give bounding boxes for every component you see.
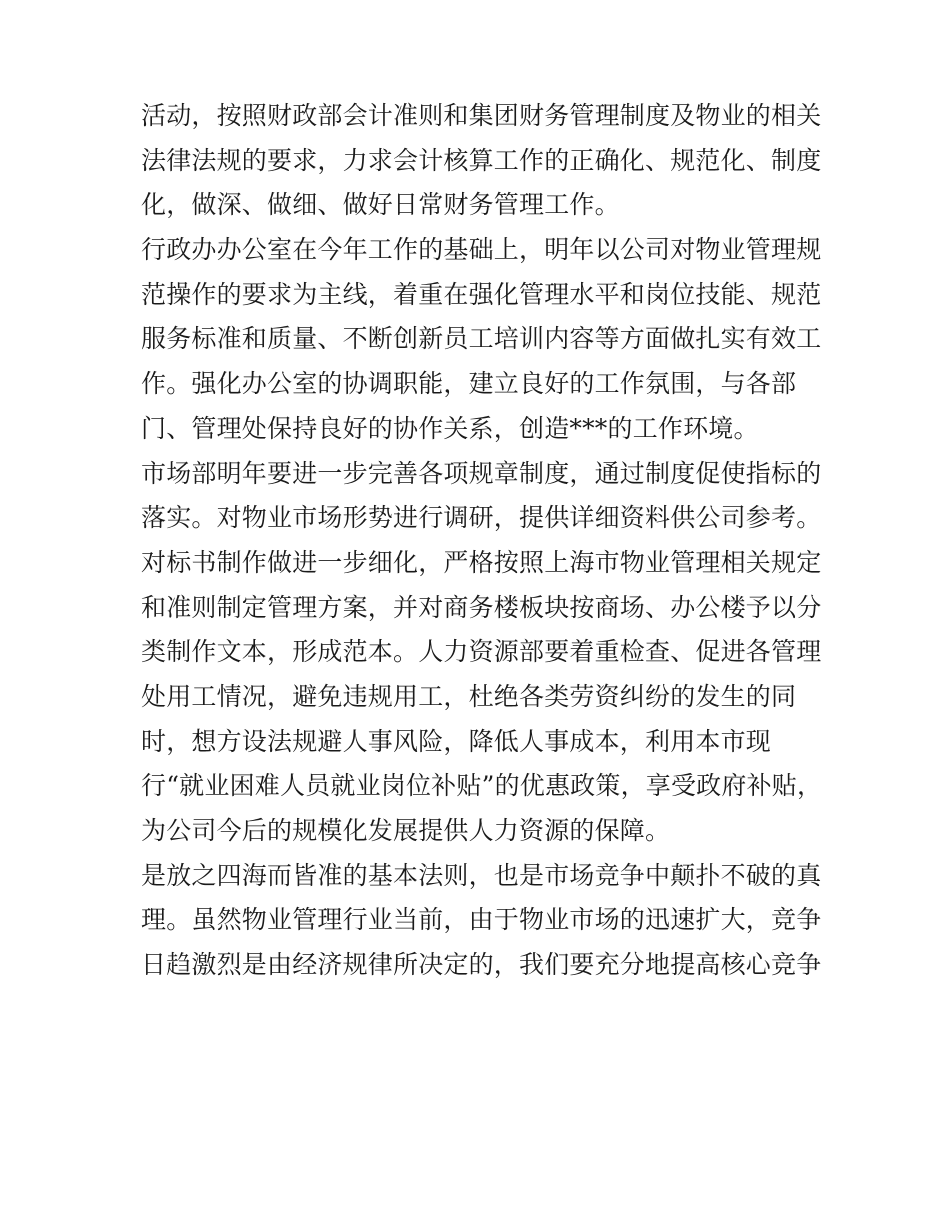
text-line: 类制作文本，形成范本。人力资源部要着重检查、促进各管理 — [141, 637, 822, 667]
text-line: 为公司今后的规模化发展提供人力资源的保障。 — [141, 816, 671, 845]
text-line: 门、管理处保持良好的协作关系，创造***的工作环境。 — [141, 413, 759, 443]
text-line: 化，做深、做细、做好日常财务管理工作。 — [141, 190, 620, 220]
text-line: 对标书制作做进一步细化，严格按照上海市物业管理相关规定 — [141, 547, 822, 577]
text-line: 时，想方设法规避人事风险，降低人事成本，利用本市现 — [141, 726, 772, 756]
text-line: 处用工情况，避免违规用工，杜绝各类劳资纠纷的发生的同 — [141, 681, 797, 711]
text-line: 市场部明年要进一步完善各项规章制度，通过制度促使指标的 — [141, 458, 822, 488]
text-line: 活动，按照财政部会计准则和集团财务管理制度及物业的相关 — [141, 101, 822, 130]
text-line: 行“就业困难人员就业岗位补贴”的优惠政策，享受政府补贴， — [141, 771, 823, 801]
document-body — [141, 94, 821, 988]
text-line: 理。虽然物业管理行业当前，由于物业市场的迅速扩大，竞争 — [141, 905, 822, 935]
text-line: 作。强化办公室的协调职能，建立良好的工作氛围，与各部 — [141, 369, 797, 399]
text-line: 和准则制定管理方案，并对商务楼板块按商场、办公楼予以分 — [141, 592, 822, 622]
text-line: 日趋激烈是由经济规律所决定的，我们要充分地提高核心竞争 — [141, 950, 822, 980]
text-line: 行政办办公室在今年工作的基础上，明年以公司对物业管理规 — [141, 235, 822, 265]
text-line: 落实。对物业市场形势进行调研，提供详细资料供公司参考。 — [141, 503, 822, 533]
text-line: 范操作的要求为主线，着重在强化管理水平和岗位技能、规范 — [141, 279, 822, 309]
text-line: 法律法规的要求，力求会计核算工作的正确化、规范化、制度 — [141, 145, 822, 175]
text-line: 服务标准和质量、不断创新员工培训内容等方面做扎实有效工 — [141, 324, 822, 354]
text-line: 是放之四海而皆准的基本法则，也是市场竞争中颠扑不破的真 — [141, 860, 822, 890]
